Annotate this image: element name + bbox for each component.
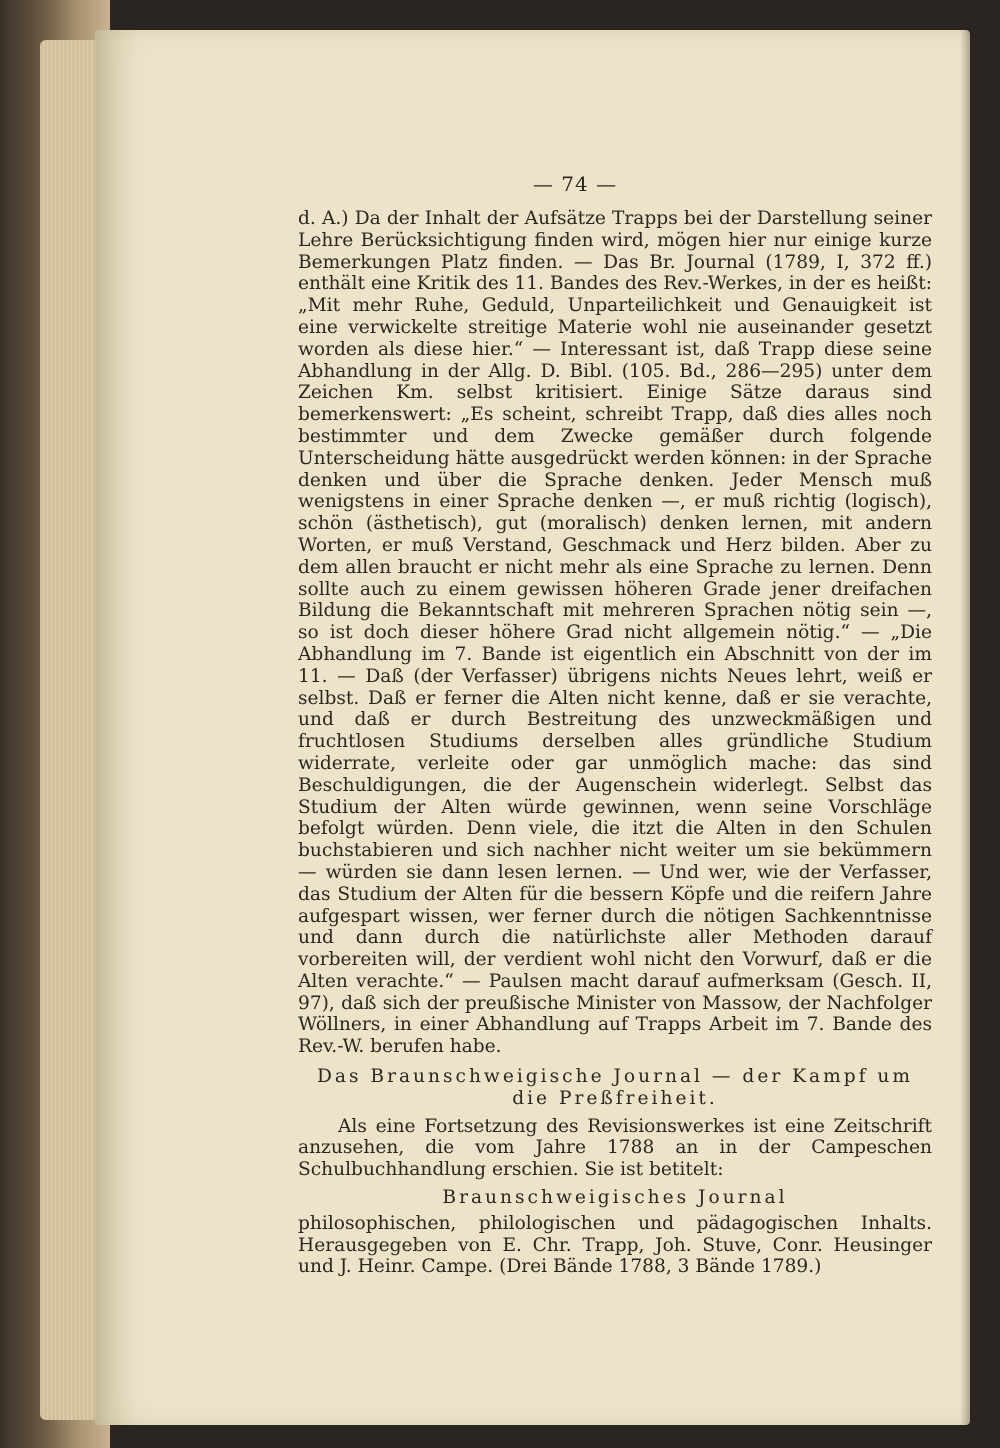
paragraph-3: philosophischen, philologischen und pädagogischen Inhalts. Herausgegeben von E. Chr. Trapp, Joh. Stuve, Conr. Heusinger und J. Heinr. Campe. (Drei Bände 1788, 3 Bände 1789.) <box>298 1212 932 1278</box>
paragraph-1: d. A.) Da der Inhalt der Aufsätze Trapps bei der Darstellung seiner Lehre Berücksichtigung finden wird, mögen hier nur einige kurze Bemerkungen Platz finden. — Das Br. Journal (1789, I, 372 ff.) enthält eine Kritik des 11. Bandes des Rev.-Werkes, in der es heißt: „Mit mehr Ruhe, Geduld, Unparteilichkeit und Genauigkeit ist eine verwickelte streitige Materie wohl nie auseinander gesetzt worden als diese hier.“ — Interessant ist, daß Trapp diese seine Abhandlung in der Allg. D. Bibl. (105. Bd., 286—295) unter dem Zeichen Km. selbst kritisiert. Einige Sätze daraus sind bemerkenswert: „Es scheint, schreibt Trapp, daß dies alles noch bestimmter und dem Zwecke gemäßer durch folgende Unterscheidung hätte ausgedrückt werden können: in der Sprache denken und über die Sprache denken. Jeder Mensch muß wenigstens in einer Sprache denken —, er muß richtig (logisch), schön (ästhetisch), gut (moralisch) denken lernen, mit andern Worten, er muß Verstand, Geschmack und Herz bilden. Aber zu dem allen braucht er nicht mehr als eine Sprache zu lernen. Denn sollte auch zu einem gewissen höheren Grade jener dreifachen Bildung die Bekanntschaft mit mehreren Sprachen nötig sein —, so ist doch dieser höhere Grad nicht allgemein nötig.“ — „Die Abhandlung im 7. Bande ist eigentlich ein Abschnitt von der im 11. — Daß (der Verfasser) übrigens nichts Neues lehrt, weiß er selbst. Daß er ferner die Alten nicht kenne, daß er sie verachte, und daß er durch Bestreitung des unzweckmäßigen und fruchtlosen Studiums derselben alles gründliche Studium widerrate, verleite oder gar unmöglich mache: das sind Beschuldigungen, die der Augenschein widerlegt. Selbst das Studium der Alten würde gewinnen, wenn seine Vorschläge befolgt würden. Denn viele, die itzt die Alten in den Schulen buchstabieren und sich nachher nicht weiter um sie bekümmern — würden sie dann lesen lernen. — Und wer, wie der Verfasser, das Studium der Alten für die bessern Köpfe und die reifern Jahre aufgespart wissen, wer ferner durch die nötigen Sachkenntnisse und dann durch die natürlichste aller Methoden darauf vorbereiten will, der verdient wohl nicht den Vorwurf, daß er die Alten verachte.“ — Paulsen macht darauf aufmerksam (Gesch. II, 97), daß sich der preußische Minister von Massow, der Nachfolger Wöllners, in einer Abhandlung auf Trapps Arbeit im 7. Bande des Rev.-W. berufen habe. <box>298 208 932 1058</box>
page-number: — 74 — <box>532 172 618 196</box>
text-block <box>298 208 932 1278</box>
paragraph-2: Als eine Fortsetzung des Revisionswerkes ist eine Zeitschrift anzusehen, die vom Jahre 1788 an in der Campeschen Schulbuchhandlung erschien. Sie ist betitelt: <box>298 1115 932 1181</box>
right-shadow <box>960 0 1000 1448</box>
section-heading: Das Braunschweigische Journal — der Kampf um die Preßfreiheit. <box>316 1066 914 1109</box>
journal-title: Braunschweigisches Journal <box>442 1187 788 1209</box>
